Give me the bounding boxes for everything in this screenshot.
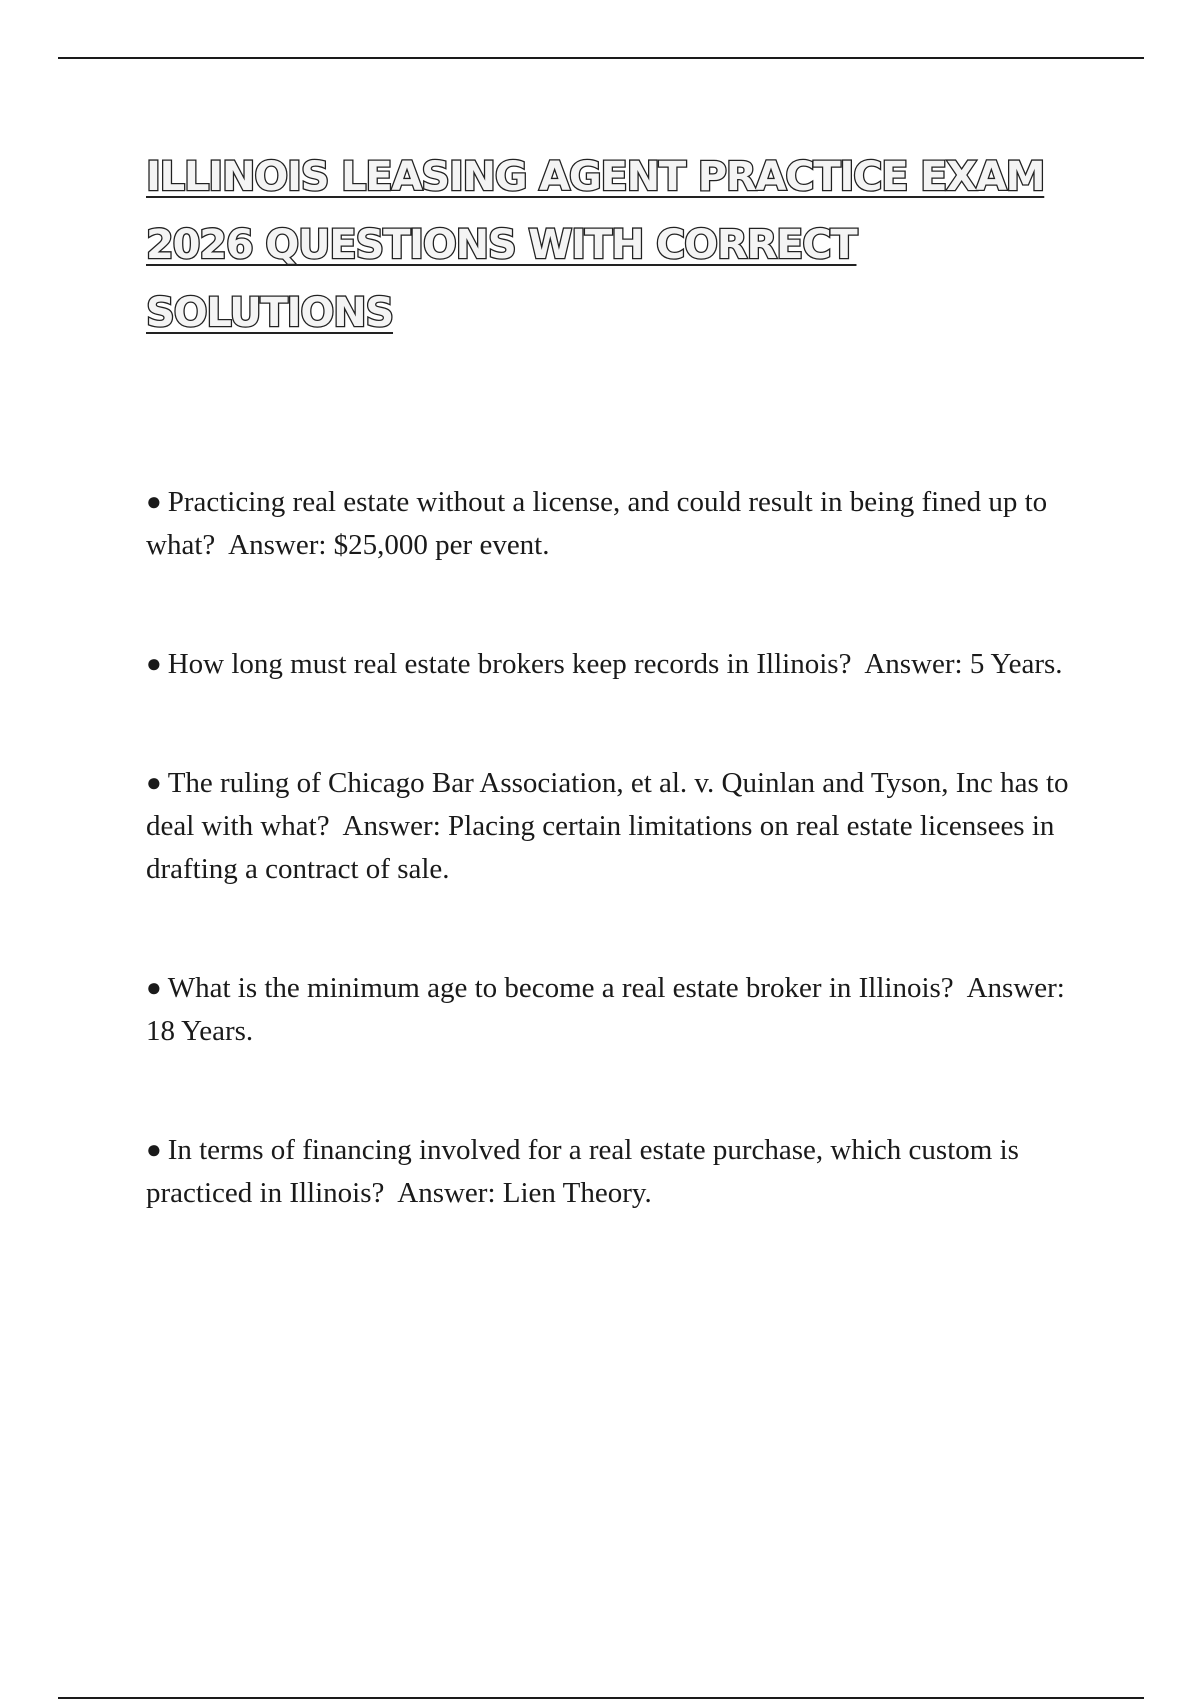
- question-text: In terms of financing involved for a real estate purchase, which custom is practiced in Illinois?: [146, 1134, 1019, 1209]
- question-item: [146, 761, 1086, 891]
- question-item: [146, 966, 1086, 1053]
- bullet-icon: ●: [146, 768, 162, 797]
- question-list: [146, 480, 1086, 1215]
- bullet-icon: ●: [146, 973, 162, 1002]
- question-item: [146, 1128, 1086, 1215]
- answer-text: Answer: $25,000 per event.: [228, 529, 550, 561]
- question-item: [146, 642, 1086, 686]
- bullet-icon: ●: [146, 649, 162, 678]
- title-line-2: 2026 QUESTIONS WITH CORRECT: [146, 222, 857, 268]
- bullet-icon: ●: [146, 1135, 162, 1164]
- answer-text: Answer: Placing certain limitations on real estate licensees in drafting a contract of sale.: [146, 810, 1055, 885]
- bottom-rule: [58, 1697, 1144, 1699]
- question-text: The ruling of Chicago Bar Association, et al. v. Quinlan and Tyson, Inc has to deal with what?: [146, 767, 1069, 842]
- question-item: [146, 480, 1086, 567]
- title-line-3: SOLUTIONS: [146, 290, 394, 336]
- question-text: What is the minimum age to become a real estate broker in Illinois?: [167, 972, 954, 1004]
- title-line-1: ILLINOIS LEASING AGENT PRACTICE EXAM: [146, 154, 1045, 200]
- question-text: Practicing real estate without a license, and could result in being fined up to what?: [146, 486, 1048, 561]
- answer-text: Answer: 18 Years.: [146, 972, 1065, 1047]
- answer-text: Answer: 5 Years.: [864, 648, 1063, 680]
- top-rule: [58, 57, 1144, 59]
- answer-text: Answer: Lien Theory.: [397, 1177, 652, 1209]
- document-title: [146, 143, 1046, 347]
- bullet-icon: ●: [146, 487, 162, 516]
- question-text: How long must real estate brokers keep records in Illinois?: [167, 648, 852, 680]
